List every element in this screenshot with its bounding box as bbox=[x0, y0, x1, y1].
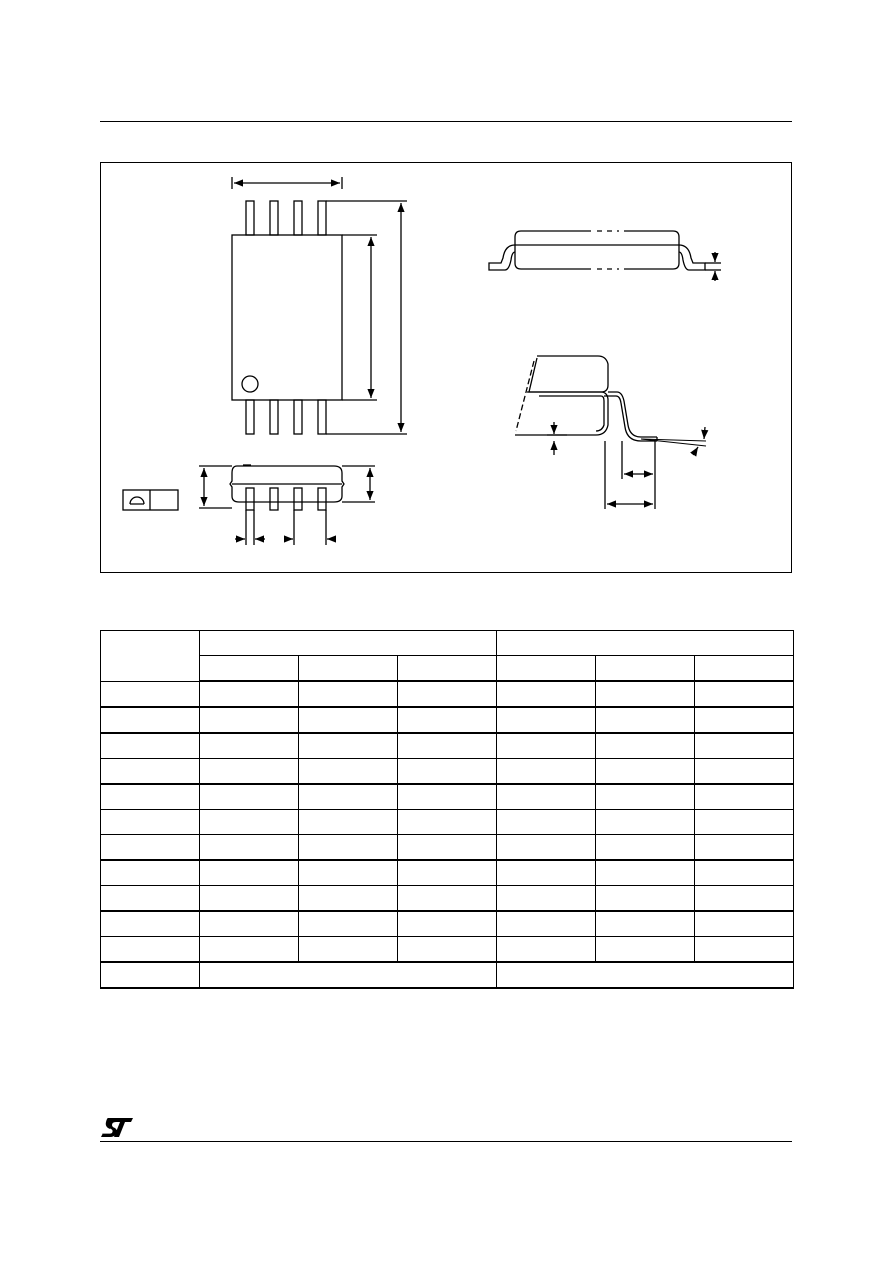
table-cell bbox=[398, 707, 497, 733]
table-cell bbox=[695, 886, 794, 912]
table-cell bbox=[200, 835, 299, 861]
table-cell bbox=[497, 937, 596, 963]
package-drawing bbox=[100, 162, 792, 573]
table-cell bbox=[695, 810, 794, 835]
header-dim-cell bbox=[101, 631, 200, 682]
table-cell bbox=[497, 886, 596, 912]
table-cell bbox=[398, 860, 497, 886]
bottom-pin bbox=[246, 400, 254, 434]
table-row bbox=[101, 810, 794, 835]
table-row-merged bbox=[101, 962, 794, 988]
table-cell bbox=[299, 784, 398, 810]
table-cell bbox=[596, 681, 695, 707]
table-cell bbox=[695, 707, 794, 733]
table-cell bbox=[695, 835, 794, 861]
detail-view bbox=[515, 356, 706, 509]
top-view bbox=[232, 177, 407, 434]
table-cell bbox=[101, 707, 200, 733]
side-lead-left bbox=[489, 245, 515, 270]
table-subheader-row bbox=[101, 656, 794, 682]
table-cell bbox=[101, 911, 200, 937]
table-cell bbox=[398, 937, 497, 963]
header-cell bbox=[398, 656, 497, 682]
side-view-body bbox=[515, 231, 679, 269]
header-cell bbox=[200, 656, 299, 682]
table-cell bbox=[101, 759, 200, 785]
table-cell bbox=[497, 810, 596, 835]
table-cell bbox=[695, 860, 794, 886]
end-pin bbox=[294, 488, 302, 510]
end-view bbox=[123, 465, 375, 545]
end-pin bbox=[318, 488, 326, 510]
table-cell bbox=[695, 681, 794, 707]
top-pin bbox=[294, 201, 302, 235]
table-cell bbox=[596, 911, 695, 937]
table-cell bbox=[695, 911, 794, 937]
bottom-pin bbox=[294, 400, 302, 434]
table-cell bbox=[596, 835, 695, 861]
table-row bbox=[101, 733, 794, 759]
table-cell bbox=[101, 784, 200, 810]
table-cell bbox=[596, 860, 695, 886]
table-cell bbox=[200, 810, 299, 835]
bottom-pin bbox=[270, 400, 278, 434]
table-row bbox=[101, 937, 794, 963]
table-cell bbox=[398, 759, 497, 785]
table-cell bbox=[596, 810, 695, 835]
table-cell bbox=[200, 681, 299, 707]
table-cell bbox=[398, 886, 497, 912]
table-cell bbox=[497, 707, 596, 733]
table-cell bbox=[299, 733, 398, 759]
pin1-marker-icon bbox=[242, 376, 258, 392]
table-cell bbox=[200, 733, 299, 759]
table-cell bbox=[200, 860, 299, 886]
table-cell bbox=[398, 911, 497, 937]
table-cell bbox=[101, 962, 200, 988]
header-cell bbox=[497, 656, 596, 682]
table-cell bbox=[299, 860, 398, 886]
detail-body bbox=[529, 356, 608, 392]
table-cell bbox=[101, 681, 200, 707]
table-cell bbox=[398, 681, 497, 707]
table-cell bbox=[695, 937, 794, 963]
table-cell bbox=[695, 733, 794, 759]
table-cell bbox=[200, 707, 299, 733]
table-cell bbox=[497, 911, 596, 937]
table-cell-merged-mm bbox=[200, 962, 497, 988]
table-cell bbox=[497, 860, 596, 886]
table-cell bbox=[101, 810, 200, 835]
table-cell bbox=[299, 835, 398, 861]
table-cell bbox=[299, 681, 398, 707]
table-cell bbox=[101, 886, 200, 912]
table-cell bbox=[299, 810, 398, 835]
st-logo-icon bbox=[100, 1116, 134, 1138]
table-row bbox=[101, 759, 794, 785]
table-cell bbox=[596, 733, 695, 759]
table-cell bbox=[497, 681, 596, 707]
table-cell bbox=[695, 759, 794, 785]
table-cell bbox=[398, 733, 497, 759]
table-cell bbox=[497, 784, 596, 810]
table-cell bbox=[299, 937, 398, 963]
top-pin bbox=[246, 201, 254, 235]
table-cell bbox=[596, 784, 695, 810]
table-cell bbox=[398, 784, 497, 810]
end-pin bbox=[246, 488, 254, 510]
table-row bbox=[101, 886, 794, 912]
bottom-pin bbox=[318, 400, 326, 434]
table-cell bbox=[398, 835, 497, 861]
table-cell bbox=[596, 937, 695, 963]
header-mm-group bbox=[200, 631, 497, 656]
table-cell bbox=[299, 759, 398, 785]
table-row bbox=[101, 707, 794, 733]
table-cell bbox=[200, 886, 299, 912]
table-cell bbox=[497, 733, 596, 759]
table-cell bbox=[596, 886, 695, 912]
table-cell bbox=[299, 886, 398, 912]
table-cell bbox=[398, 810, 497, 835]
table-cell bbox=[200, 759, 299, 785]
header-inch-group bbox=[497, 631, 794, 656]
side-view bbox=[489, 231, 721, 281]
package-outline-svg bbox=[101, 163, 791, 572]
dim-angle-b bbox=[693, 447, 698, 455]
table-cell bbox=[299, 911, 398, 937]
table-cell bbox=[200, 911, 299, 937]
table-cell bbox=[497, 835, 596, 861]
header-cell bbox=[299, 656, 398, 682]
header-cell bbox=[695, 656, 794, 682]
table-cell bbox=[596, 759, 695, 785]
table-cell bbox=[299, 707, 398, 733]
table-cell bbox=[101, 733, 200, 759]
table-cell bbox=[695, 784, 794, 810]
table-cell bbox=[101, 860, 200, 886]
table-row bbox=[101, 681, 794, 707]
top-view-body bbox=[232, 235, 342, 400]
table-row bbox=[101, 911, 794, 937]
header-cell bbox=[596, 656, 695, 682]
table-row bbox=[101, 835, 794, 861]
side-lead-right bbox=[679, 245, 705, 270]
top-pin bbox=[318, 201, 326, 235]
table-cell-merged-inch bbox=[497, 962, 794, 988]
table-row bbox=[101, 860, 794, 886]
table-row bbox=[101, 784, 794, 810]
footer-rule bbox=[100, 1141, 792, 1142]
profile-symbol-icon bbox=[130, 497, 144, 504]
table-cell bbox=[497, 759, 596, 785]
table-cell bbox=[200, 784, 299, 810]
table-cell bbox=[101, 937, 200, 963]
dim-angle-a bbox=[704, 427, 705, 439]
top-pin bbox=[270, 201, 278, 235]
header-rule bbox=[100, 121, 792, 122]
table-header-row bbox=[101, 631, 794, 656]
end-pin bbox=[270, 488, 278, 510]
table-cell bbox=[596, 707, 695, 733]
dimensions-table bbox=[100, 630, 794, 989]
detail-lead bbox=[604, 392, 657, 441]
table-cell bbox=[200, 937, 299, 963]
table-cell bbox=[101, 835, 200, 861]
